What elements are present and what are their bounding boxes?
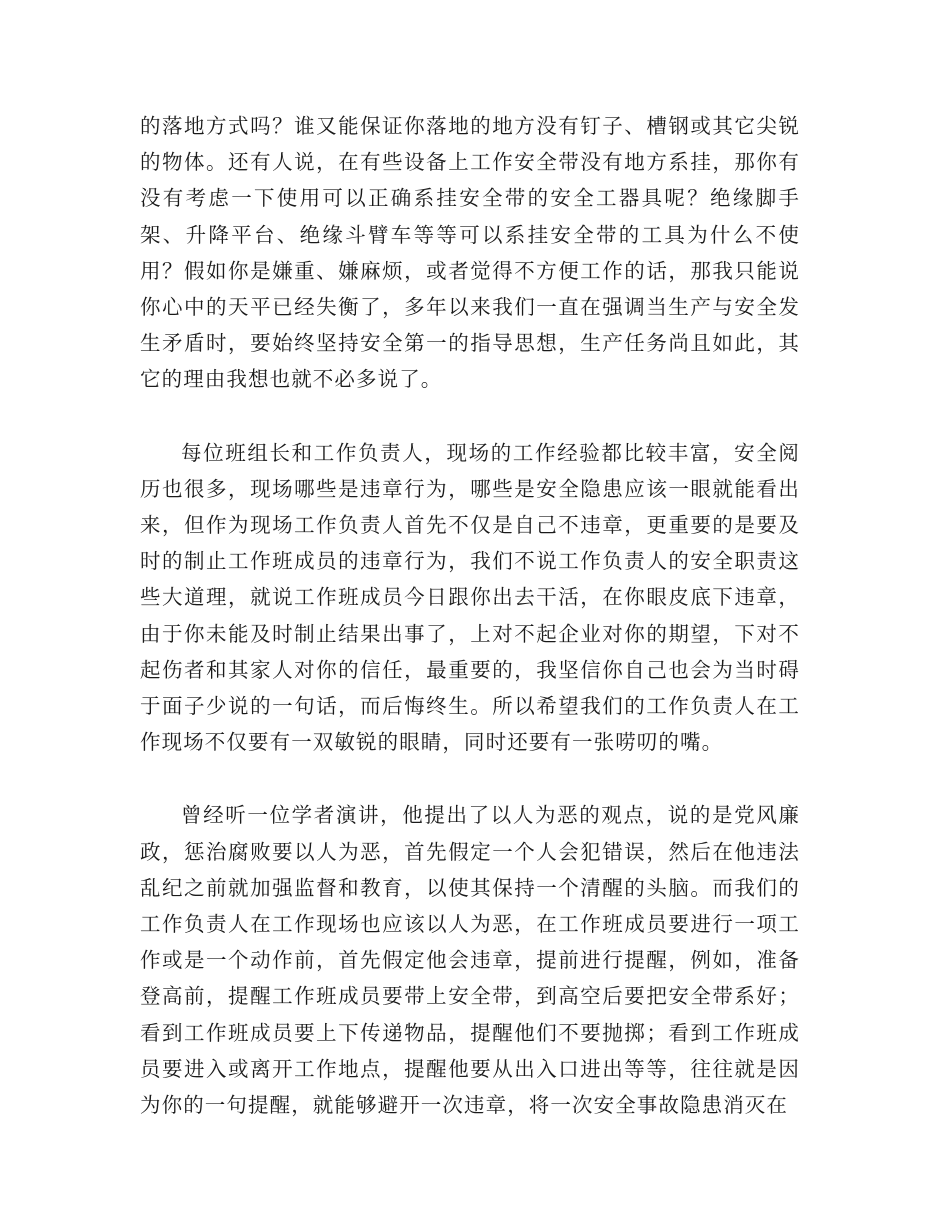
paragraph-3: 曾经听一位学者演讲，他提出了以人为恶的观点，说的是党风廉政，惩治腐败要以人为恶，首先假定一个人会犯错误，然后在他违法乱纪之前就加强监督和教育，以使其保持一个清醒的头脑。而我们的工作负责人在工作现场也应该以人为恶，在工作班成员要进行一项工作或是一个动作前，首先假定他会违章，提前进行提醒，例如，准备登高前，提醒工作班成员要带上安全带，到高空后要把安全带系好；看到工作班成员要上下传递物品，提醒他们不要抛掷；看到工作班成员要进入或离开工作地点，提醒他要从出入口进出等等，往往就是因为你的一句提醒，就能够避开一次违章，将一次安全事故隐患消灭在: [140, 803, 800, 1118]
paragraph-1: 的落地方式吗？谁又能保证你落地的地方没有钉子、槽钢或其它尖锐的物体。还有人说，在有些设备上工作安全带没有地方系挂，那你有没有考虑一下使用可以正确系挂安全带的安全工器具呢？绝缘脚手架、升降平台、绝缘斗臂车等等可以系挂安全带的工具为什么不使用？假如你是嫌重、嫌麻烦，或者觉得不方便工作的话，那我只能说你心中的天平已经失衡了，多年以来我们一直在强调当生产与安全发生矛盾时，要始终坚持安全第一的指导思想，生产任务尚且如此，其它的理由我想也就不必多说了。: [140, 114, 800, 392]
document-body: [140, 108, 800, 1123]
paragraph-2: 每位班组长和工作负责人，现场的工作经验都比较丰富，安全阅历也很多，现场哪些是违章行为，哪些是安全隐患应该一眼就能看出来，但作为现场工作负责人首先不仅是自己不违章，更重要的是要及时的制止工作班成员的违章行为，我们不说工作负责人的安全职责这些大道理，就说工作班成员今日跟你出去干活，在你眼皮底下违章，由于你未能及时制止结果出事了，上对不起企业对你的期望，下对不起伤者和其家人对你的信任，最重要的，我坚信你自己也会为当时碍于面子少说的一句话，而后悔终生。所以希望我们的工作负责人在工作现场不仅要有一双敏锐的眼睛，同时还要有一张唠叨的嘴。: [140, 440, 800, 755]
